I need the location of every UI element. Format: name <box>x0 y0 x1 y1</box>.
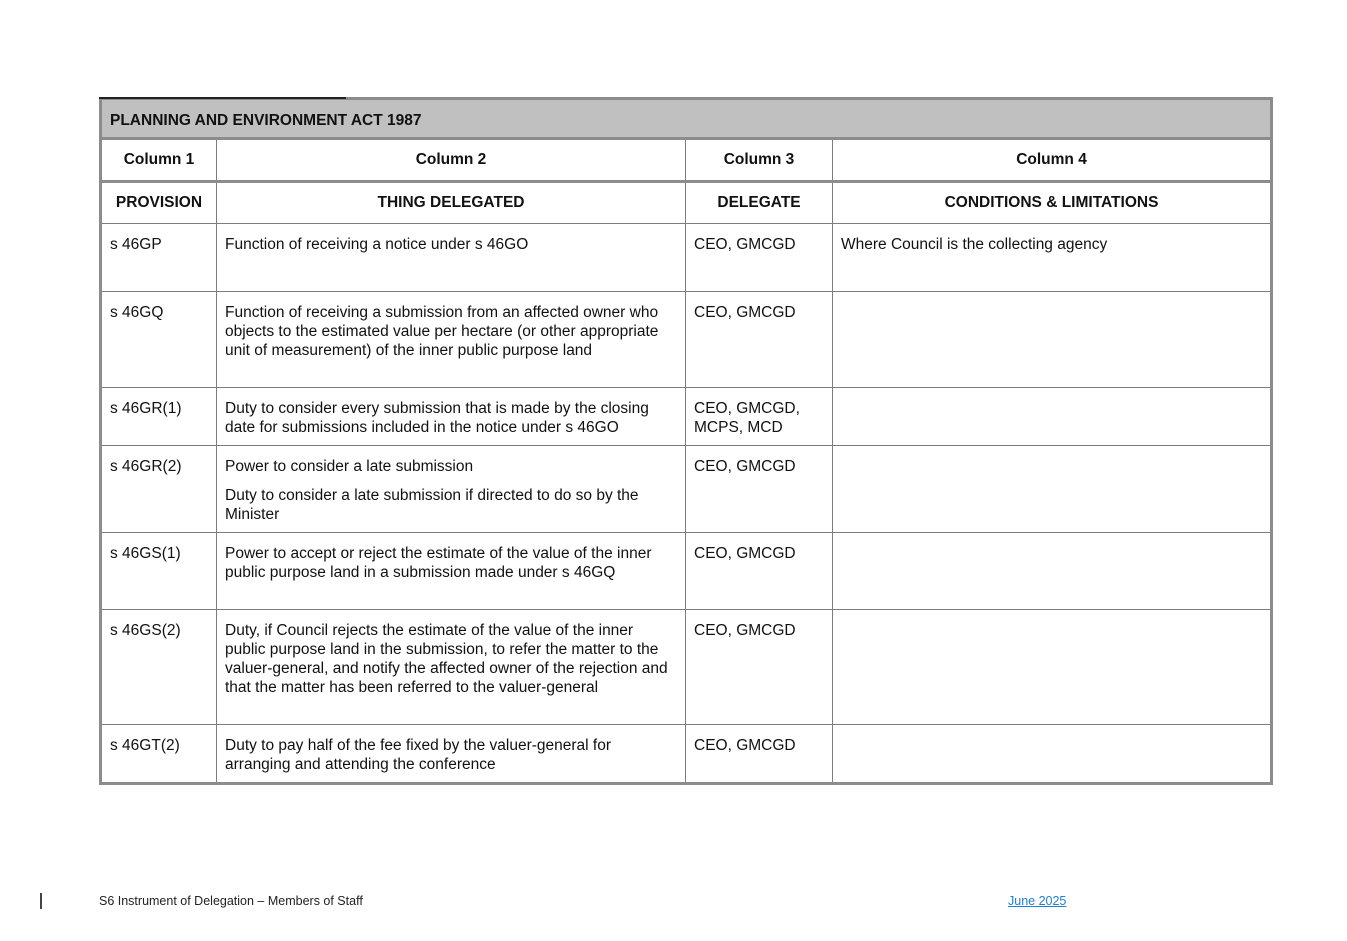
table-row <box>101 224 1272 292</box>
cell-conditions <box>833 292 1272 388</box>
column-number-row <box>101 139 1272 182</box>
cell-delegate: CEO, GMCGD <box>686 292 833 388</box>
cell-conditions: Where Council is the collecting agency <box>833 224 1272 292</box>
cell-thing-delegated <box>217 533 686 610</box>
delegation-table-container <box>99 97 1270 785</box>
table-row <box>101 725 1272 784</box>
column-header-row <box>101 182 1272 224</box>
header-conditions: CONDITIONS & LIMITATIONS <box>833 182 1272 224</box>
thing-delegated-paragraph: Duty to pay half of the fee fixed by the valuer-general for arranging and attending the conference <box>225 737 612 773</box>
cell-provision: s 46GT(2) <box>101 725 217 784</box>
table-row <box>101 610 1272 725</box>
cell-conditions <box>833 533 1272 610</box>
thing-delegated-paragraph: Function of receiving a notice under s 46GO <box>225 236 529 253</box>
table-title: PLANNING AND ENVIRONMENT ACT 1987 <box>101 99 1272 139</box>
cell-provision: s 46GP <box>101 224 217 292</box>
thing-delegated-paragraph: Power to consider a late submission <box>225 458 474 475</box>
table-row <box>101 388 1272 446</box>
delegation-table <box>99 97 1273 785</box>
cell-conditions <box>833 725 1272 784</box>
cell-thing-delegated <box>217 224 686 292</box>
header-delegate: DELEGATE <box>686 182 833 224</box>
cell-provision: s 46GQ <box>101 292 217 388</box>
thing-delegated-paragraph: Function of receiving a submission from an affected owner who objects to the estimated value per hectare (or other appropriate unit of measurement) of the inner public purpose land <box>225 304 659 359</box>
column-number-3: Column 3 <box>686 139 833 182</box>
cell-conditions <box>833 388 1272 446</box>
cell-delegate: CEO, GMCGD <box>686 533 833 610</box>
table-row <box>101 533 1272 610</box>
cell-conditions <box>833 610 1272 725</box>
cell-provision: s 46GS(1) <box>101 533 217 610</box>
column-number-4: Column 4 <box>833 139 1272 182</box>
column-number-2: Column 2 <box>217 139 686 182</box>
thing-delegated-paragraph: Power to accept or reject the estimate of the value of the inner public purpose land in a submission made under s 46GQ <box>225 545 652 581</box>
footer-date-link[interactable]: June 2025 <box>1008 894 1067 908</box>
header-provision: PROVISION <box>101 182 217 224</box>
cell-provision: s 46GS(2) <box>101 610 217 725</box>
footer-document-title: S6 Instrument of Delegation – Members of Staff <box>99 894 363 908</box>
cell-thing-delegated <box>217 725 686 784</box>
thing-delegated-paragraph: Duty to consider a late submission if directed to do so by the Minister <box>225 487 639 523</box>
cell-delegate: CEO, GMCGD <box>686 224 833 292</box>
table-row <box>101 446 1272 533</box>
cell-thing-delegated <box>217 610 686 725</box>
table-title-row <box>101 99 1272 139</box>
cell-provision: s 46GR(2) <box>101 446 217 533</box>
cell-delegate: CEO, GMCGD, MCPS, MCD <box>686 388 833 446</box>
cell-delegate: CEO, GMCGD <box>686 725 833 784</box>
thing-delegated-paragraph: Duty to consider every submission that is made by the closing date for submissions included in the notice under s 46GO <box>225 400 649 436</box>
cell-conditions <box>833 446 1272 533</box>
change-bar <box>40 893 42 909</box>
header-thing-delegated: THING DELEGATED <box>217 182 686 224</box>
cell-thing-delegated <box>217 446 686 533</box>
cell-thing-delegated <box>217 292 686 388</box>
top-accent-line <box>99 97 346 99</box>
cell-thing-delegated <box>217 388 686 446</box>
column-number-1: Column 1 <box>101 139 217 182</box>
cell-delegate: CEO, GMCGD <box>686 610 833 725</box>
cell-provision: s 46GR(1) <box>101 388 217 446</box>
cell-delegate: CEO, GMCGD <box>686 446 833 533</box>
table-row <box>101 292 1272 388</box>
thing-delegated-paragraph: Duty, if Council rejects the estimate of the value of the inner public purpose land in the submission, to refer the matter to the valuer-general, and notify the affected owner of the rejection and that the matter has been referred to the valuer-general <box>225 622 668 696</box>
